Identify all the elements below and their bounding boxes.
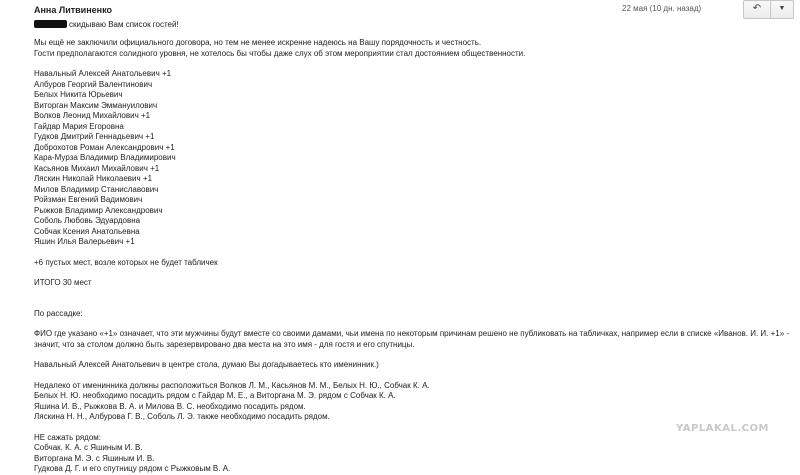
guest-item: Милов Владимир Станиславович <box>34 184 159 194</box>
seating-title: По рассадке: <box>34 308 83 318</box>
message-date: 22 мая (10 дн. назад) <box>622 4 702 13</box>
reply-button[interactable] <box>743 0 771 19</box>
more-options-button[interactable] <box>771 0 794 19</box>
near-line: Яшина И. В., Рыжкова В. А. и Милова В. С. необходимо посадить рядом. <box>34 401 306 411</box>
not-together-line: Гудкова Д. Г. и его спутницу рядом с Рыжковым В. А. <box>34 464 231 473</box>
guest-item: Виторган Максим Эммануилович <box>34 100 158 110</box>
guest-item: Собчак Ксения Анатольевна <box>34 226 140 236</box>
recipient-line <box>34 20 179 31</box>
guest-item: Кара-Мурза Владимир Владимирович <box>34 153 176 162</box>
guest-item: Албуров Георгий Валентинович <box>34 79 153 89</box>
guest-item: Рыжков Владимир Александрович <box>34 205 163 215</box>
near-line: Белых Н. Ю. необходимо посадить рядом с Гайдар М. Е., а Виторгана М. Э. рядом с Собчак К. А. <box>34 391 396 400</box>
watermark-logo: YAPLAKAL.COM <box>676 423 769 434</box>
guest-item: Гайдар Мария Егоровна <box>34 121 124 131</box>
message-body <box>34 38 794 475</box>
empty-seats-note: +6 пустых мест, возле которых не будет табличек <box>34 257 218 267</box>
near-line: Ляскина Н. Н., Албурова Г. В., Соболь Л. Э. также необходимо посадить рядом. <box>34 412 330 421</box>
chevron-down-icon: ▼ <box>778 5 786 13</box>
recipient-line-text: скидываю Вам список гостей! <box>69 20 179 29</box>
intro-line: Мы ещё не заключили официального договора, но тем не менее искренне надеюсь на Вашу порядочность и честность. <box>34 38 482 47</box>
guest-item: Волков Леонид Михайлович +1 <box>34 111 151 120</box>
redacted-recipient <box>34 20 67 28</box>
message-actions <box>743 0 794 19</box>
guest-item: Касьянов Михаил Михайлович +1 <box>34 163 160 173</box>
not-together-line: Виторгана М. Э. с Яшиным И. В. <box>34 453 155 463</box>
guest-item: Гудков Дмитрий Геннадьевич +1 <box>34 132 155 141</box>
reply-icon: ↶ <box>752 3 762 15</box>
guest-item: Яшин Илья Валерьевич +1 <box>34 237 135 246</box>
sender-name[interactable]: Анна Литвиненко <box>34 5 112 15</box>
guest-list <box>34 69 794 248</box>
guest-item: Ляскин Николай Николаевич +1 <box>34 174 153 183</box>
not-together-line: Собчак. К. А. с Яшиным И. В. <box>34 443 143 452</box>
total-seats: ИТОГО 30 мест <box>34 278 92 287</box>
intro-line: Гости предполагаются солидного уровня, не хотелось бы чтобы даже слух об этом мероприятии стал достоянием общественности. <box>34 48 526 58</box>
guest-item: Соболь Любовь Эдуардовна <box>34 216 141 225</box>
guest-item: Навальный Алексей Анатольевич +1 <box>34 69 172 78</box>
near-line: Недалеко от именинника должны расположиться Волков Л. М., Касьянов М. М., Белых Н. Ю., Собчак К. А. <box>34 380 430 390</box>
seating-note-line: ФИО где указано «+1» означает, что эти мужчины будут вместе со своими дамами, чьи имена по некоторым причинам решено не публиковать на табличках, например если в списке «Иванов. И. И. +1» - <box>34 329 790 338</box>
not-together-title: НЕ сажать рядом: <box>34 432 101 442</box>
guest-item: Ройзман Евгений Вадимович <box>34 195 143 204</box>
seating-note-line: значит, что за столом должно быть зарезервировано два места на это имя - для гостя и его спутницы. <box>34 339 415 349</box>
center-note: Навальный Алексей Анатольевич в центре стола, думаю Вы догадываетесь кто именинник.) <box>34 360 379 369</box>
guest-item: Белых Никита Юрьевич <box>34 90 123 99</box>
guest-item: Доброхотов Роман Александрович +1 <box>34 142 175 152</box>
